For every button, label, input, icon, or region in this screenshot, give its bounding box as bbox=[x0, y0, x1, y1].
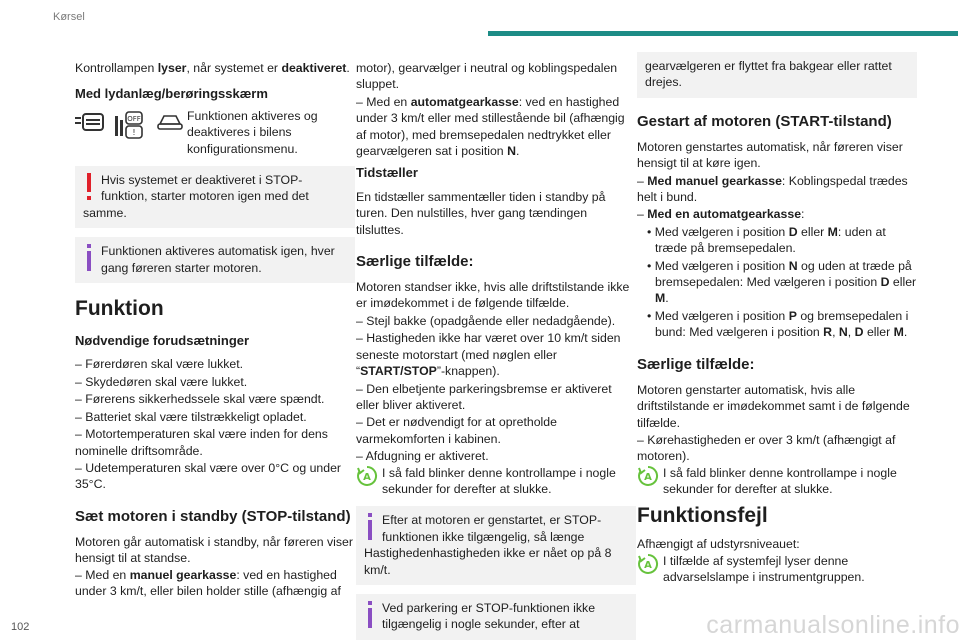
car-icon bbox=[156, 110, 184, 138]
touch-text: Funktionen aktiveres og deaktiveres i bilens konfigurationsmenu. bbox=[187, 108, 318, 156]
start-stop-lamp-icon bbox=[356, 465, 378, 487]
list-item: – Udetemperaturen skal være over 0°C og under 35°C. bbox=[75, 460, 342, 492]
info-box-restart: Efter at motoren er genstartet, er STOP-funktionen ikke tilgængelig, så længe Hastighedenhastigheden ikke er nået op på 8 km/t. bbox=[356, 506, 636, 585]
special-item: – Stejl bakke (opadgående eller nedadgående). bbox=[356, 313, 616, 328]
heading-special-cases: Særlige tilfælde: bbox=[356, 253, 474, 271]
fault-text: Afhængigt af udstyrsniveauet: bbox=[637, 536, 800, 551]
bullet-item: • Med vælgeren i position P og bremsepedalen i bund: Med vælgeren i position R, N, D eller M. bbox=[647, 308, 909, 340]
start-stop-lamp-icon bbox=[637, 465, 659, 487]
header-accent-bar bbox=[488, 31, 958, 36]
list-item: – Førerens sikkerhedssele skal være spændt. bbox=[75, 392, 325, 407]
special-item: – Det er nødvendigt for at opretholde varmekomforten i kabinen. bbox=[356, 415, 557, 446]
special-item: – Hastigheden ikke har været over 10 km/t siden seneste motorstart (med nøglen eller “START/STOP”-knappen). bbox=[356, 331, 621, 379]
automatic-gearbox-text: – Med en automatgearkasse: ved en hastighed under 3 km/t eller med stillestående bil (afhængig af motor), med bremsepedalen nedtrykket eller gearvælgeren sat i position N. bbox=[356, 94, 625, 159]
info-icon bbox=[364, 600, 378, 630]
svg-text:A: A bbox=[644, 471, 652, 483]
bullet-item: • Med vælgeren i position D eller M: uden at træde på bremsepedalen. bbox=[647, 224, 886, 256]
info-box-parking: Ved parkering er STOP-funktionen ikke tilgængelig i nogle sekunder, efter at bbox=[356, 594, 636, 640]
list-item: – Batteriet skal være tilstrækkeligt opladet. bbox=[75, 409, 307, 424]
column-1 bbox=[75, 60, 355, 604]
timer-text: En tidstæller sammentæller tiden i standby på turen. Den nulstilles, hver gang tændingen tilsluttes. bbox=[356, 189, 606, 237]
menu-screen-icon bbox=[75, 110, 105, 140]
lamp-status-text: Kontrollampen lyser, når systemet er deaktiveret. bbox=[75, 61, 350, 75]
special2-item: – Kørehastigheden er over 3 km/t (afhængigt af motoren). bbox=[637, 432, 896, 464]
exclamation-icon bbox=[83, 172, 97, 202]
fault-lamp-note: A I tilfælde af systemfejl lyser denne advarselslampe i instrumentgruppen. bbox=[637, 553, 917, 586]
heading-timer: Tidstæller bbox=[356, 165, 418, 181]
start-lamp-note: A I så fald blinker denne kontrollampe i nogle sekunder for derefter at slukke. bbox=[637, 465, 917, 498]
info-icon bbox=[83, 243, 97, 273]
manual-gearbox-text: – Med en manuel gearkasse: ved en hastighed under 3 km/t, eller bilen holder stille (afhængig af bbox=[75, 567, 341, 598]
stop-text: Motoren går automatisk i standby, når føreren viser hensigt til at standse. bbox=[75, 534, 353, 566]
svg-text:A: A bbox=[644, 559, 652, 571]
auto-restart: – Med en automatgearkasse: bbox=[637, 207, 805, 222]
list-item: – Førerdøren skal være lukket. bbox=[75, 357, 244, 372]
bullet-item: • Med vælgeren i position N og uden at træde på bremsepedalen: Med vælgeren i position D eller M. bbox=[647, 258, 917, 306]
special-intro: Motoren standser ikke, hvis alle driftstilstande ikke er imødekommet i de følgende tilfælde. bbox=[356, 280, 630, 311]
column-3 bbox=[637, 52, 917, 586]
heading-malfunction: Funktionsfejl bbox=[637, 503, 768, 527]
svg-text:OFF: OFF bbox=[127, 114, 142, 123]
info-icon bbox=[364, 512, 378, 542]
page-number: 102 bbox=[11, 621, 30, 633]
svg-text:!: ! bbox=[132, 127, 137, 137]
warning-box: Hvis systemet er deaktiveret i STOP-funktion, starter motoren igen med det samme. bbox=[75, 166, 355, 228]
heading-prerequisites: Nødvendige forudsætninger bbox=[75, 333, 250, 349]
special2-intro: Motoren genstarter automatisk, hvis alle driftstilstande er imødekommet samt i de følgende tilfælde. bbox=[637, 382, 910, 430]
special-item: – Den elbetjente parkeringsbremse er aktiveret eller bliver aktiveret. bbox=[356, 381, 612, 412]
vehicle-settings-icon bbox=[113, 110, 147, 144]
start-text: Motoren genstartes automatisk, når føreren viser hensigt til at køre igen. bbox=[637, 139, 903, 171]
heading-special-cases-2: Særlige tilfælde: bbox=[637, 355, 755, 373]
list-item: – Skydedøren skal være lukket. bbox=[75, 374, 248, 389]
special-item: – Afdugning er aktiveret. bbox=[356, 449, 489, 464]
section-header: Kørsel bbox=[53, 11, 85, 23]
manual-restart: – Med manuel gearkasse: Koblingspedal trædes helt i bund. bbox=[637, 173, 908, 205]
heading-stop-mode: Sæt motoren i standby (STOP-tilstand) bbox=[75, 507, 351, 525]
watermark: carmanualsonline.info bbox=[706, 611, 960, 639]
continued-text: motor), gearvælger i neutral og koblingspedalen sluppet. bbox=[356, 61, 618, 92]
stop-lamp-note: A I så fald blinker denne kontrollampe i nogle sekunder for derefter at slukke. bbox=[356, 465, 636, 498]
column-2 bbox=[356, 60, 636, 640]
heading-start-mode: Gestart af motoren (START-tilstand) bbox=[637, 112, 892, 130]
list-item: – Motortemperaturen skal være inden for dens nominelle driftsområde. bbox=[75, 427, 328, 458]
info-box-continued: gearvælgeren er flyttet fra bakgear eller rattet drejes. bbox=[637, 52, 917, 98]
heading-touchscreen: Med lydanlæg/berøringsskærm bbox=[75, 86, 268, 102]
info-box-auto: Funktionen aktiveres automatisk igen, hver gang føreren starter motoren. bbox=[75, 237, 355, 283]
heading-funktion: Funktion bbox=[75, 297, 164, 321]
prerequisite-list bbox=[75, 356, 355, 492]
svg-text:A: A bbox=[363, 471, 371, 483]
start-stop-fault-lamp-icon bbox=[637, 553, 659, 575]
